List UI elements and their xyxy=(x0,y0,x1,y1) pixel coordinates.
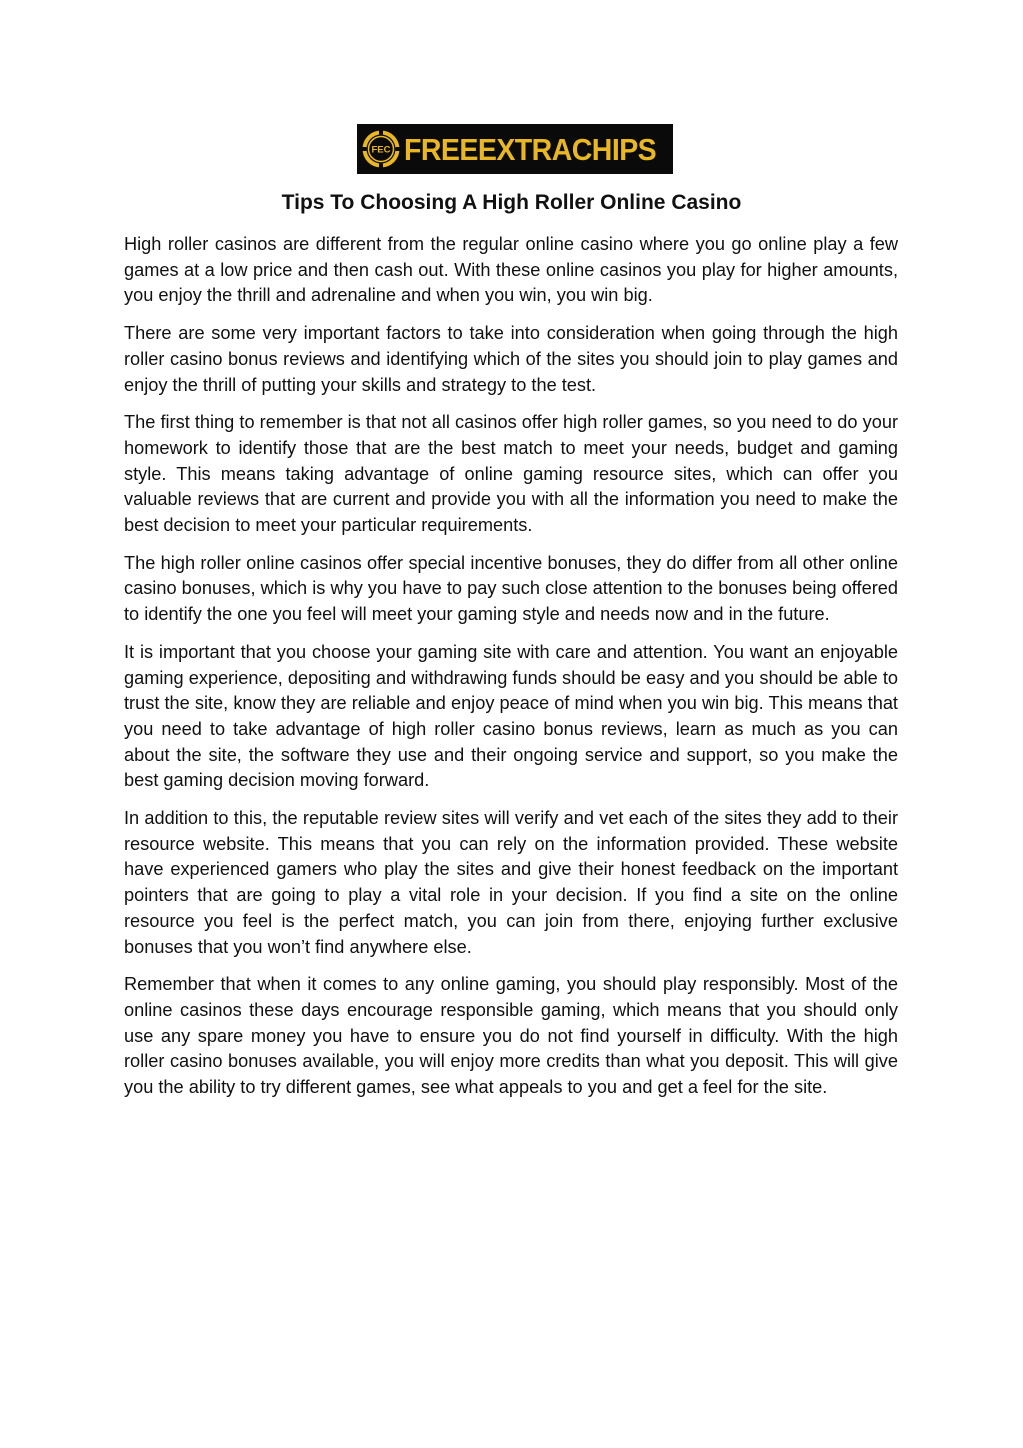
paragraph-4: The high roller online casinos offer special incentive bonuses, they do differ from all other online casino bonuses, which is why you have to pay such close attention to the bonuses being offered to identify the one you feel will meet your gaming style and needs now and in the future. xyxy=(124,552,898,625)
paragraph-7: Remember that when it comes to any online gaming, you should play responsibly. Most of the online casinos these days encourage responsible gaming, which means that you should only use any spare money you have to ensure you do not find yourself in difficulty. With the high roller casino bonuses available, you will enjoy more credits than what you deposit. This will give you the ability to try different games, see what appeals to you and get a feel for the site. xyxy=(124,974,898,1098)
freeextrachips-logo xyxy=(357,124,673,174)
paragraph-1: High roller casinos are different from the regular online casino where you go online play a few games at a low price and then cash out. With these online casinos you play for higher amounts, you enjoy the thrill and adrenaline and when you win, you win big. xyxy=(124,234,898,306)
logo-wordmark: FREEEXTRACHIPS xyxy=(404,131,657,167)
logo-chip-letters: FEC xyxy=(371,144,391,156)
paragraph-2: There are some very important factors to take into consideration when going through the high roller casino bonus reviews and identifying which of the sites you should join to play games and enjoy the thrill of putting your skills and strategy to the test. xyxy=(124,323,898,395)
paragraph-3: The first thing to remember is that not all casinos offer high roller games, so you need to do your homework to identify those that are the best match to meet your needs, budget and gaming style. This means taking advantage of online gaming resource sites, which can offer you valuable reviews that are current and provide you with all the information you need to make the best decision to meet your particular requirements. xyxy=(124,412,898,536)
paragraph-5: It is important that you choose your gaming site with care and attention. You want an enjoyable gaming experience, depositing and withdrawing funds should be easy and you should be able to trust the site, know they are reliable and enjoy peace of mind when you win big. This means that you need to take advantage of high roller casino bonus reviews, learn as much as you can about the site, the software they use and their ongoing service and support, so you make the best gaming decision moving forward. xyxy=(124,641,898,791)
paragraph-6: In addition to this, the reputable review sites will verify and vet each of the sites they add to their resource website. This means that you can rely on the information provided. These website have experienced gamers who play the sites and give their honest feedback on the important pointers that are going to play a vital role in your decision. If you find a site on the online resource you feel is the perfect match, you can join from there, enjoying further exclusive bonuses that you won’t find anywhere else. xyxy=(124,808,898,957)
article-body xyxy=(124,232,898,1113)
page-title: Tips To Choosing A High Roller Online Casino xyxy=(281,191,742,214)
casino-chip-icon xyxy=(361,129,401,169)
